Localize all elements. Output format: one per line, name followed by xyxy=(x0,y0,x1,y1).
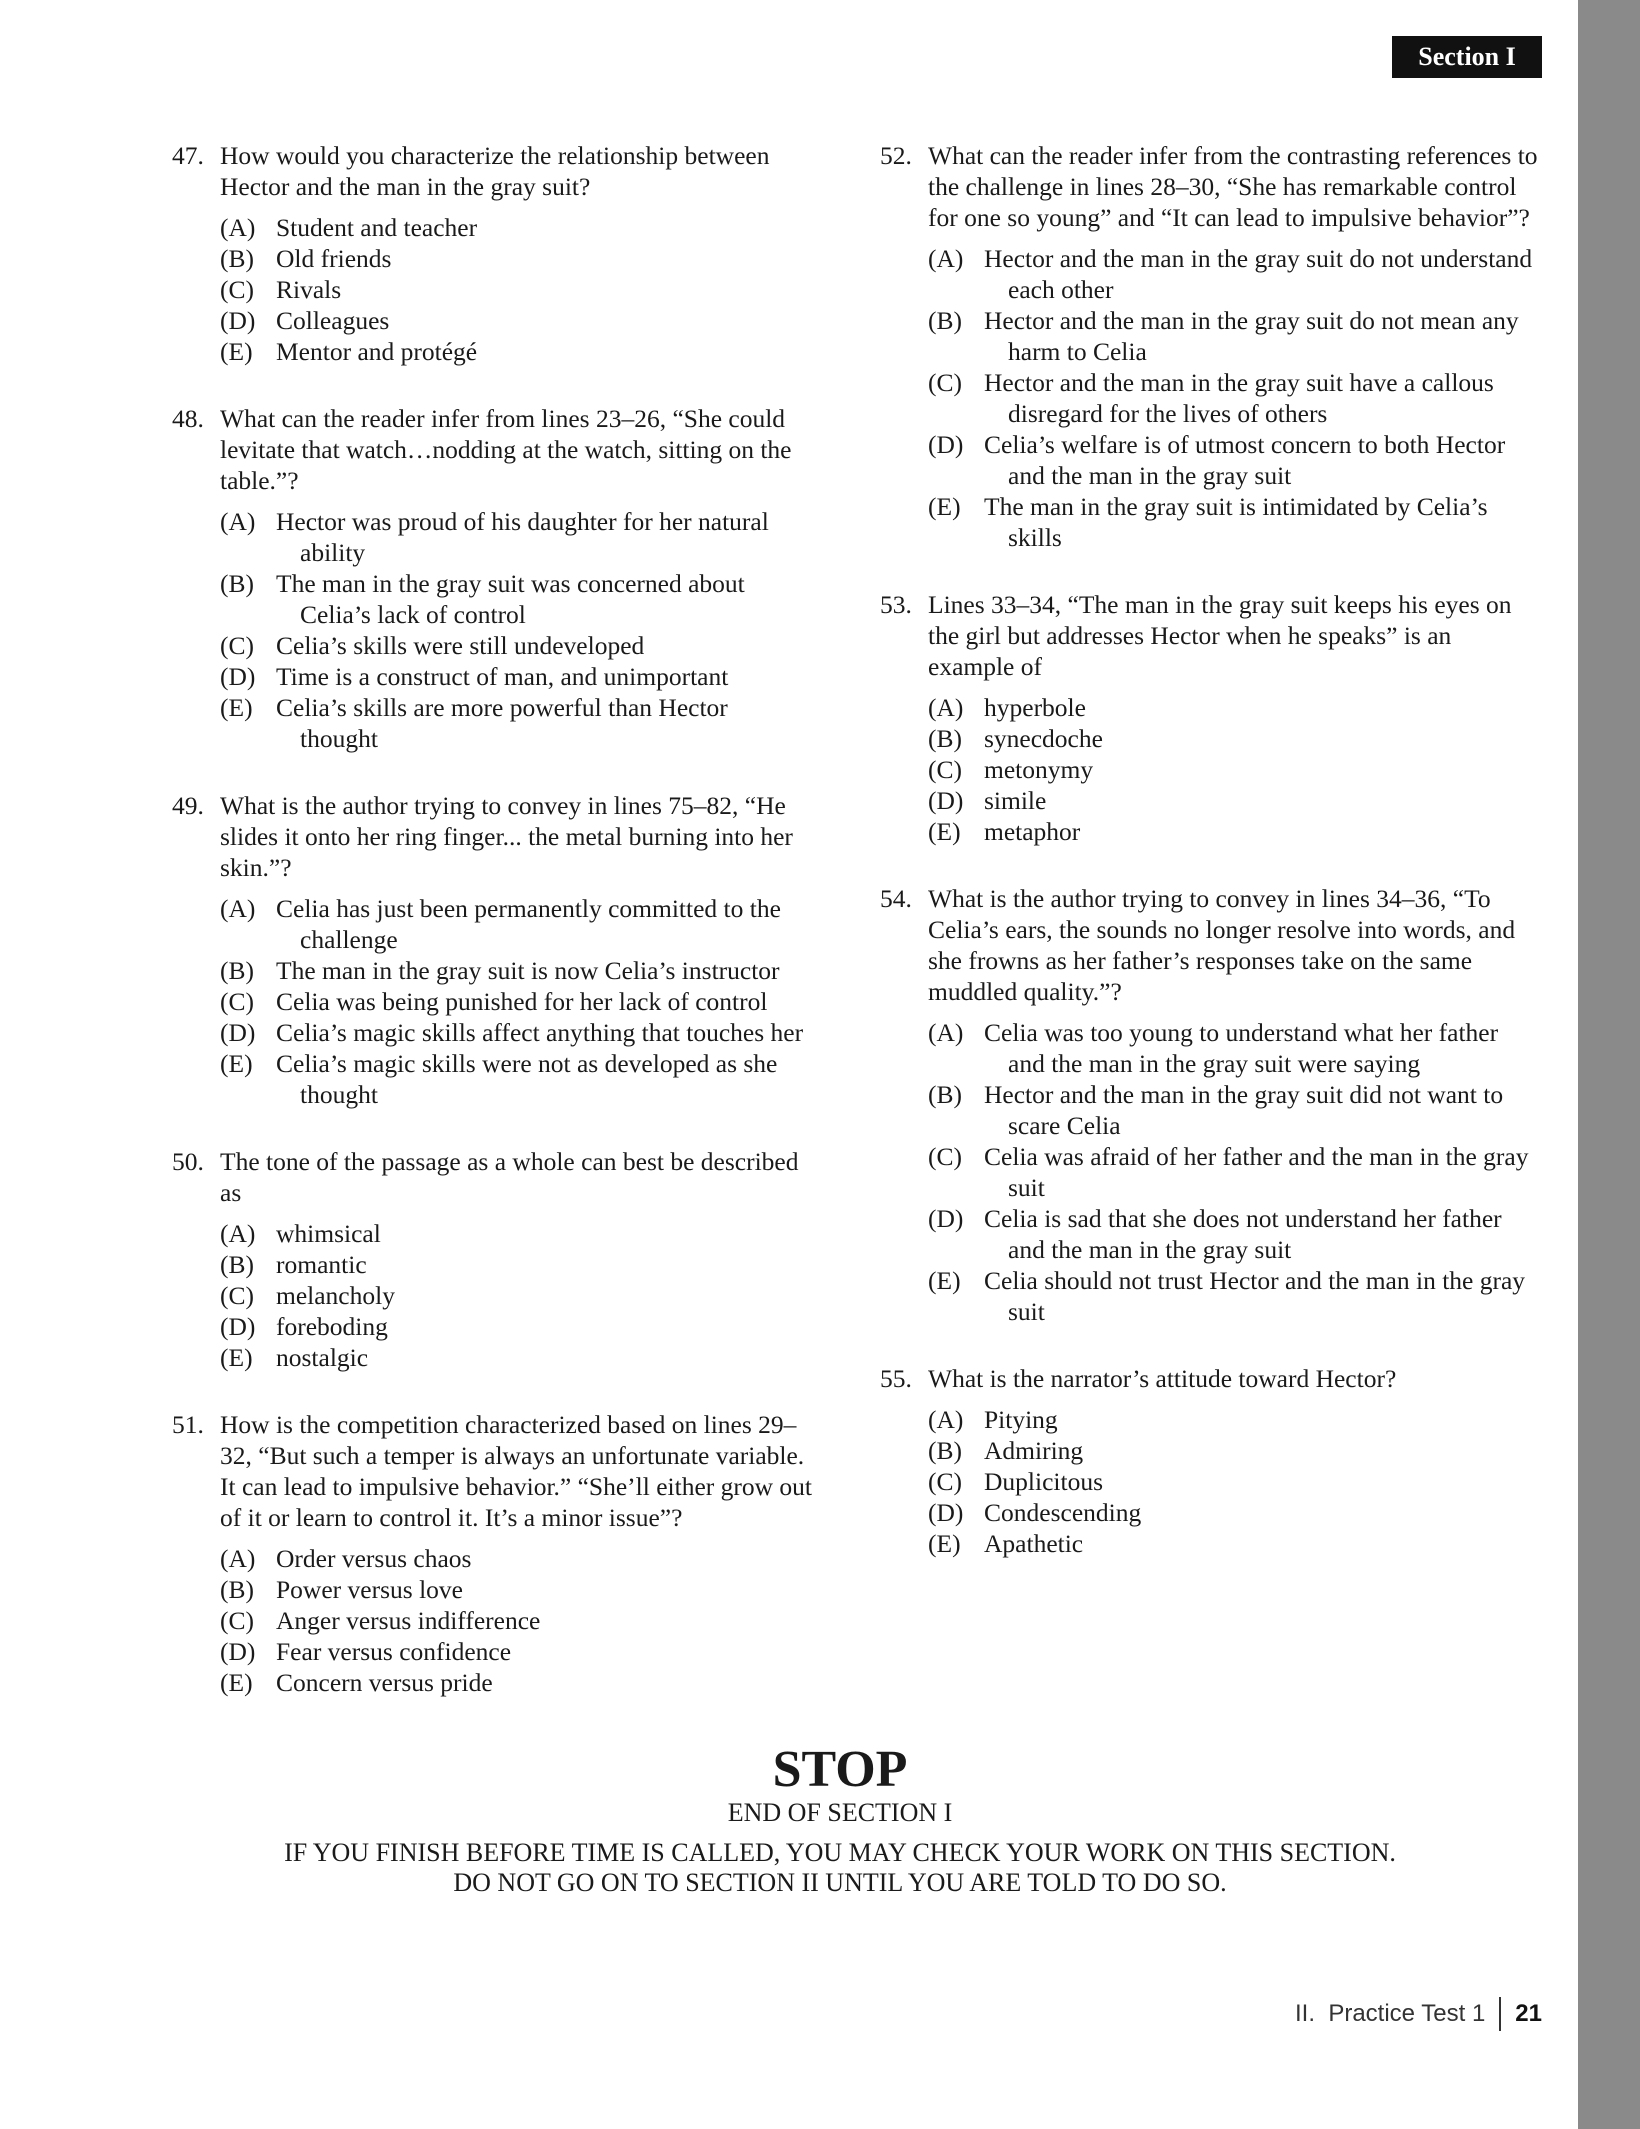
answer-choice xyxy=(928,1079,1540,1141)
question-text: How would you characterize the relationship between Hector and the man in the gray suit? xyxy=(220,141,770,201)
answer-choice xyxy=(928,816,1540,847)
stop-title: STOP xyxy=(772,1741,908,1798)
choice-letter: (C) xyxy=(220,1606,254,1635)
answer-choice xyxy=(928,1466,1540,1497)
choice-text: simile xyxy=(984,786,1047,815)
choice-text: Old friends xyxy=(276,244,392,273)
question-block xyxy=(172,1146,812,1373)
choice-letter: (A) xyxy=(928,244,964,273)
question-stem xyxy=(172,1146,812,1208)
question-text: Lines 33–34, “The man in the gray suit keeps his eyes on the girl but addresses Hector when he speaks” is an example of xyxy=(928,590,1512,681)
answer-choice xyxy=(220,1543,812,1574)
choice-text: Celia’s skills are more powerful than Hector thought xyxy=(276,693,728,753)
side-bar xyxy=(1578,0,1640,2129)
choice-text: Time is a construct of man, and unimportant xyxy=(276,662,729,691)
choice-letter: (E) xyxy=(220,1049,253,1078)
answer-choices xyxy=(928,1017,1540,1327)
answer-choice xyxy=(928,1017,1540,1079)
answer-choice xyxy=(220,506,812,568)
answer-choice xyxy=(928,243,1540,305)
answer-choice xyxy=(220,1249,812,1280)
choice-letter: (A) xyxy=(220,1219,256,1248)
choice-letter: (D) xyxy=(928,430,964,459)
choice-text: Duplicitous xyxy=(984,1467,1103,1496)
choice-letter: (D) xyxy=(220,1018,256,1047)
answer-choices xyxy=(220,1543,812,1698)
answer-choice xyxy=(220,1605,812,1636)
question-text: What is the author trying to convey in lines 34–36, “To Celia’s ears, the sounds no longer resolve into words, and she frowns as her father’s responses take on the same muddled quality.”? xyxy=(928,884,1516,1006)
question-stem xyxy=(172,140,812,202)
choice-letter: (C) xyxy=(220,275,254,304)
choice-letter: (E) xyxy=(928,492,961,521)
choice-text: Celia’s magic skills affect anything that touches her xyxy=(276,1018,804,1047)
choice-letter: (B) xyxy=(928,306,962,335)
question-text: The tone of the passage as a whole can best be described as xyxy=(220,1147,799,1207)
choice-letter: (E) xyxy=(220,693,253,722)
answer-choice xyxy=(928,754,1540,785)
choice-letter: (C) xyxy=(220,987,254,1016)
choice-text: hyperbole xyxy=(984,693,1086,722)
choice-letter: (C) xyxy=(928,1467,962,1496)
answer-choice xyxy=(928,367,1540,429)
answer-choice xyxy=(220,893,812,955)
answer-choice xyxy=(220,212,812,243)
choice-text: Condescending xyxy=(984,1498,1142,1527)
choice-letter: (A) xyxy=(220,894,256,923)
question-stem xyxy=(880,589,1540,682)
choice-text: metonymy xyxy=(984,755,1094,784)
answer-choice xyxy=(220,1280,812,1311)
choice-letter: (B) xyxy=(220,956,254,985)
stop-block xyxy=(200,1742,1480,1898)
page-footer xyxy=(1230,1994,1542,2034)
choice-text: Celia was being punished for her lack of control xyxy=(276,987,768,1016)
choice-text: Mentor and protégé xyxy=(276,337,478,366)
answer-choices xyxy=(928,692,1540,847)
answer-choice xyxy=(220,1636,812,1667)
choice-text: Colleagues xyxy=(276,306,390,335)
page-number: 21 xyxy=(1515,2000,1542,2027)
answer-choices xyxy=(220,212,812,367)
answer-choice xyxy=(220,336,812,367)
answer-choices xyxy=(220,506,812,754)
question-block xyxy=(880,883,1540,1327)
choice-text: Pitying xyxy=(984,1405,1058,1434)
choice-text: Admiring xyxy=(984,1436,1084,1465)
answer-choices xyxy=(928,1404,1540,1559)
choice-text: Hector and the man in the gray suit have a callous disregard for the lives of others xyxy=(984,368,1494,428)
choice-text: Celia’s skills were still undeveloped xyxy=(276,631,645,660)
section-badge xyxy=(1392,36,1542,78)
question-text: What is the author trying to convey in lines 75–82, “He slides it onto her ring finger... the metal burning into her skin.”? xyxy=(220,791,793,882)
choice-letter: (E) xyxy=(220,1668,253,1697)
answer-choice xyxy=(220,955,812,986)
answer-choice xyxy=(928,1265,1540,1327)
choice-text: Student and teacher xyxy=(276,213,478,242)
question-stem xyxy=(172,790,812,883)
question-block xyxy=(880,1363,1540,1559)
choice-text: Rivals xyxy=(276,275,342,304)
question-text: What can the reader infer from lines 23–26, “She could levitate that watch…nodding at the watch, sitting on the table.”? xyxy=(220,404,792,495)
choice-letter: (E) xyxy=(928,817,961,846)
choice-letter: (A) xyxy=(220,507,256,536)
answer-choices xyxy=(220,893,812,1110)
choice-letter: (B) xyxy=(220,569,254,598)
question-block xyxy=(172,1409,812,1698)
answer-choice xyxy=(928,429,1540,491)
choice-text: The man in the gray suit is intimidated by Celia’s skills xyxy=(984,492,1488,552)
choice-letter: (C) xyxy=(220,631,254,660)
answer-choice xyxy=(220,630,812,661)
choice-letter: (D) xyxy=(928,786,964,815)
choice-letter: (B) xyxy=(928,724,962,753)
choice-letter: (A) xyxy=(928,693,964,722)
choice-letter: (D) xyxy=(928,1204,964,1233)
answer-choice xyxy=(220,305,812,336)
choice-letter: (B) xyxy=(220,244,254,273)
choice-text: Fear versus confidence xyxy=(276,1637,512,1666)
question-block xyxy=(172,403,812,754)
choice-text: Celia was too young to understand what her father and the man in the gray suit were saying xyxy=(984,1018,1499,1078)
choice-text: Celia is sad that she does not understand her father and the man in the gray suit xyxy=(984,1204,1502,1264)
choice-letter: (A) xyxy=(928,1405,964,1434)
question-block xyxy=(880,140,1540,553)
answer-choice xyxy=(928,785,1540,816)
question-text: What can the reader infer from the contrasting references to the challenge in lines 28–30, “She has remarkable control for one so young” and “It can lead to impulsive behavior”? xyxy=(928,141,1538,232)
stop-instruction-2: DO NOT GO ON TO SECTION II UNTIL YOU ARE TOLD TO DO SO. xyxy=(453,1868,1227,1897)
choice-text: Order versus chaos xyxy=(276,1544,472,1573)
answer-choice xyxy=(928,1435,1540,1466)
choice-letter: (A) xyxy=(928,1018,964,1047)
choice-text: whimsical xyxy=(276,1219,381,1248)
footer-chapter: II. Practice Test 1 xyxy=(1294,2000,1486,2027)
answer-choices xyxy=(220,1218,812,1373)
question-text: How is the competition characterized based on lines 29–32, “But such a temper is always an unfortunate variable. It can lead to impulsive behavior.” “She’ll either grow out of it or learn to control it. It’s a minor issue”? xyxy=(220,1410,812,1532)
choice-letter: (C) xyxy=(928,755,962,784)
choice-text: nostalgic xyxy=(276,1343,369,1372)
choice-letter: (E) xyxy=(220,1343,253,1372)
question-block xyxy=(172,790,812,1110)
question-number: 51. xyxy=(172,1410,204,1439)
choice-letter: (D) xyxy=(220,306,256,335)
choice-text: foreboding xyxy=(276,1312,388,1341)
section-label: Section I xyxy=(1418,42,1516,71)
choice-letter: (C) xyxy=(928,368,962,397)
choice-text: Celia’s magic skills were not as developed as she thought xyxy=(276,1049,778,1109)
choice-letter: (B) xyxy=(928,1080,962,1109)
answer-choice xyxy=(220,661,812,692)
choice-text: Power versus love xyxy=(276,1575,463,1604)
answer-choice xyxy=(220,692,812,754)
choice-letter: (D) xyxy=(220,662,256,691)
question-number: 47. xyxy=(172,141,204,170)
answer-choice xyxy=(220,986,812,1017)
choice-text: romantic xyxy=(276,1250,367,1279)
answer-choice xyxy=(220,1667,812,1698)
choice-letter: (D) xyxy=(220,1637,256,1666)
answer-choice xyxy=(220,1017,812,1048)
choice-text: Concern versus pride xyxy=(276,1668,493,1697)
choice-text: Celia should not trust Hector and the man in the gray suit xyxy=(984,1266,1526,1326)
question-stem xyxy=(172,403,812,496)
footer-divider xyxy=(1499,1997,1501,2031)
question-block xyxy=(172,140,812,367)
answer-choice xyxy=(928,723,1540,754)
choice-letter: (B) xyxy=(220,1250,254,1279)
answer-choice xyxy=(928,1404,1540,1435)
choice-letter: (E) xyxy=(928,1529,961,1558)
question-number: 50. xyxy=(172,1147,204,1176)
choice-letter: (E) xyxy=(220,337,253,366)
choice-text: metaphor xyxy=(984,817,1081,846)
answer-choice xyxy=(220,568,812,630)
answer-choice xyxy=(928,491,1540,553)
choice-letter: (B) xyxy=(220,1575,254,1604)
choice-text: The man in the gray suit is now Celia’s instructor xyxy=(276,956,780,985)
choice-text: Celia’s welfare is of utmost concern to both Hector and the man in the gray suit xyxy=(984,430,1506,490)
choice-text: Hector and the man in the gray suit do not understand each other xyxy=(984,244,1533,304)
question-stem xyxy=(880,883,1540,1007)
question-number: 54. xyxy=(880,884,912,913)
answer-choices xyxy=(928,243,1540,553)
choice-letter: (D) xyxy=(928,1498,964,1527)
question-number: 53. xyxy=(880,590,912,619)
answer-choice xyxy=(220,1218,812,1249)
answer-choice xyxy=(220,243,812,274)
choice-text: Anger versus indifference xyxy=(276,1606,541,1635)
answer-choice xyxy=(220,274,812,305)
question-block xyxy=(880,589,1540,847)
choice-text: Hector and the man in the gray suit do not mean any harm to Celia xyxy=(984,306,1519,366)
choice-text: Hector was proud of his daughter for her natural ability xyxy=(276,507,769,567)
question-stem xyxy=(880,1363,1540,1394)
question-number: 55. xyxy=(880,1364,912,1393)
answer-choice xyxy=(928,692,1540,723)
question-number: 52. xyxy=(880,141,912,170)
answer-choice xyxy=(928,1528,1540,1559)
choice-text: Celia was afraid of her father and the man in the gray suit xyxy=(984,1142,1529,1202)
choice-letter: (C) xyxy=(220,1281,254,1310)
choice-letter: (E) xyxy=(928,1266,961,1295)
stop-instruction-1: IF YOU FINISH BEFORE TIME IS CALLED, YOU MAY CHECK YOUR WORK ON THIS SECTION. xyxy=(284,1838,1396,1867)
answer-choice xyxy=(220,1574,812,1605)
choice-text: synecdoche xyxy=(984,724,1103,753)
answer-choice xyxy=(928,305,1540,367)
right-column xyxy=(880,140,1540,1595)
choice-text: Apathetic xyxy=(984,1529,1084,1558)
answer-choice xyxy=(928,1497,1540,1528)
question-number: 48. xyxy=(172,404,204,433)
answer-choice xyxy=(220,1311,812,1342)
choice-letter: (A) xyxy=(220,213,256,242)
choice-text: Hector and the man in the gray suit did not want to scare Celia xyxy=(984,1080,1504,1140)
choice-letter: (C) xyxy=(928,1142,962,1171)
question-stem xyxy=(172,1409,812,1533)
answer-choice xyxy=(220,1048,812,1110)
question-number: 49. xyxy=(172,791,204,820)
question-text: What is the narrator’s attitude toward Hector? xyxy=(928,1364,1397,1393)
answer-choice xyxy=(928,1203,1540,1265)
question-stem xyxy=(880,140,1540,233)
choice-letter: (A) xyxy=(220,1544,256,1573)
choice-text: The man in the gray suit was concerned about Celia’s lack of control xyxy=(276,569,745,629)
choice-letter: (B) xyxy=(928,1436,962,1465)
answer-choice xyxy=(220,1342,812,1373)
choice-text: Celia has just been permanently committed to the challenge xyxy=(276,894,781,954)
choice-text: melancholy xyxy=(276,1281,395,1310)
answer-choice xyxy=(928,1141,1540,1203)
left-column xyxy=(172,140,812,1734)
stop-subtitle: END OF SECTION I xyxy=(727,1798,953,1827)
choice-letter: (D) xyxy=(220,1312,256,1341)
